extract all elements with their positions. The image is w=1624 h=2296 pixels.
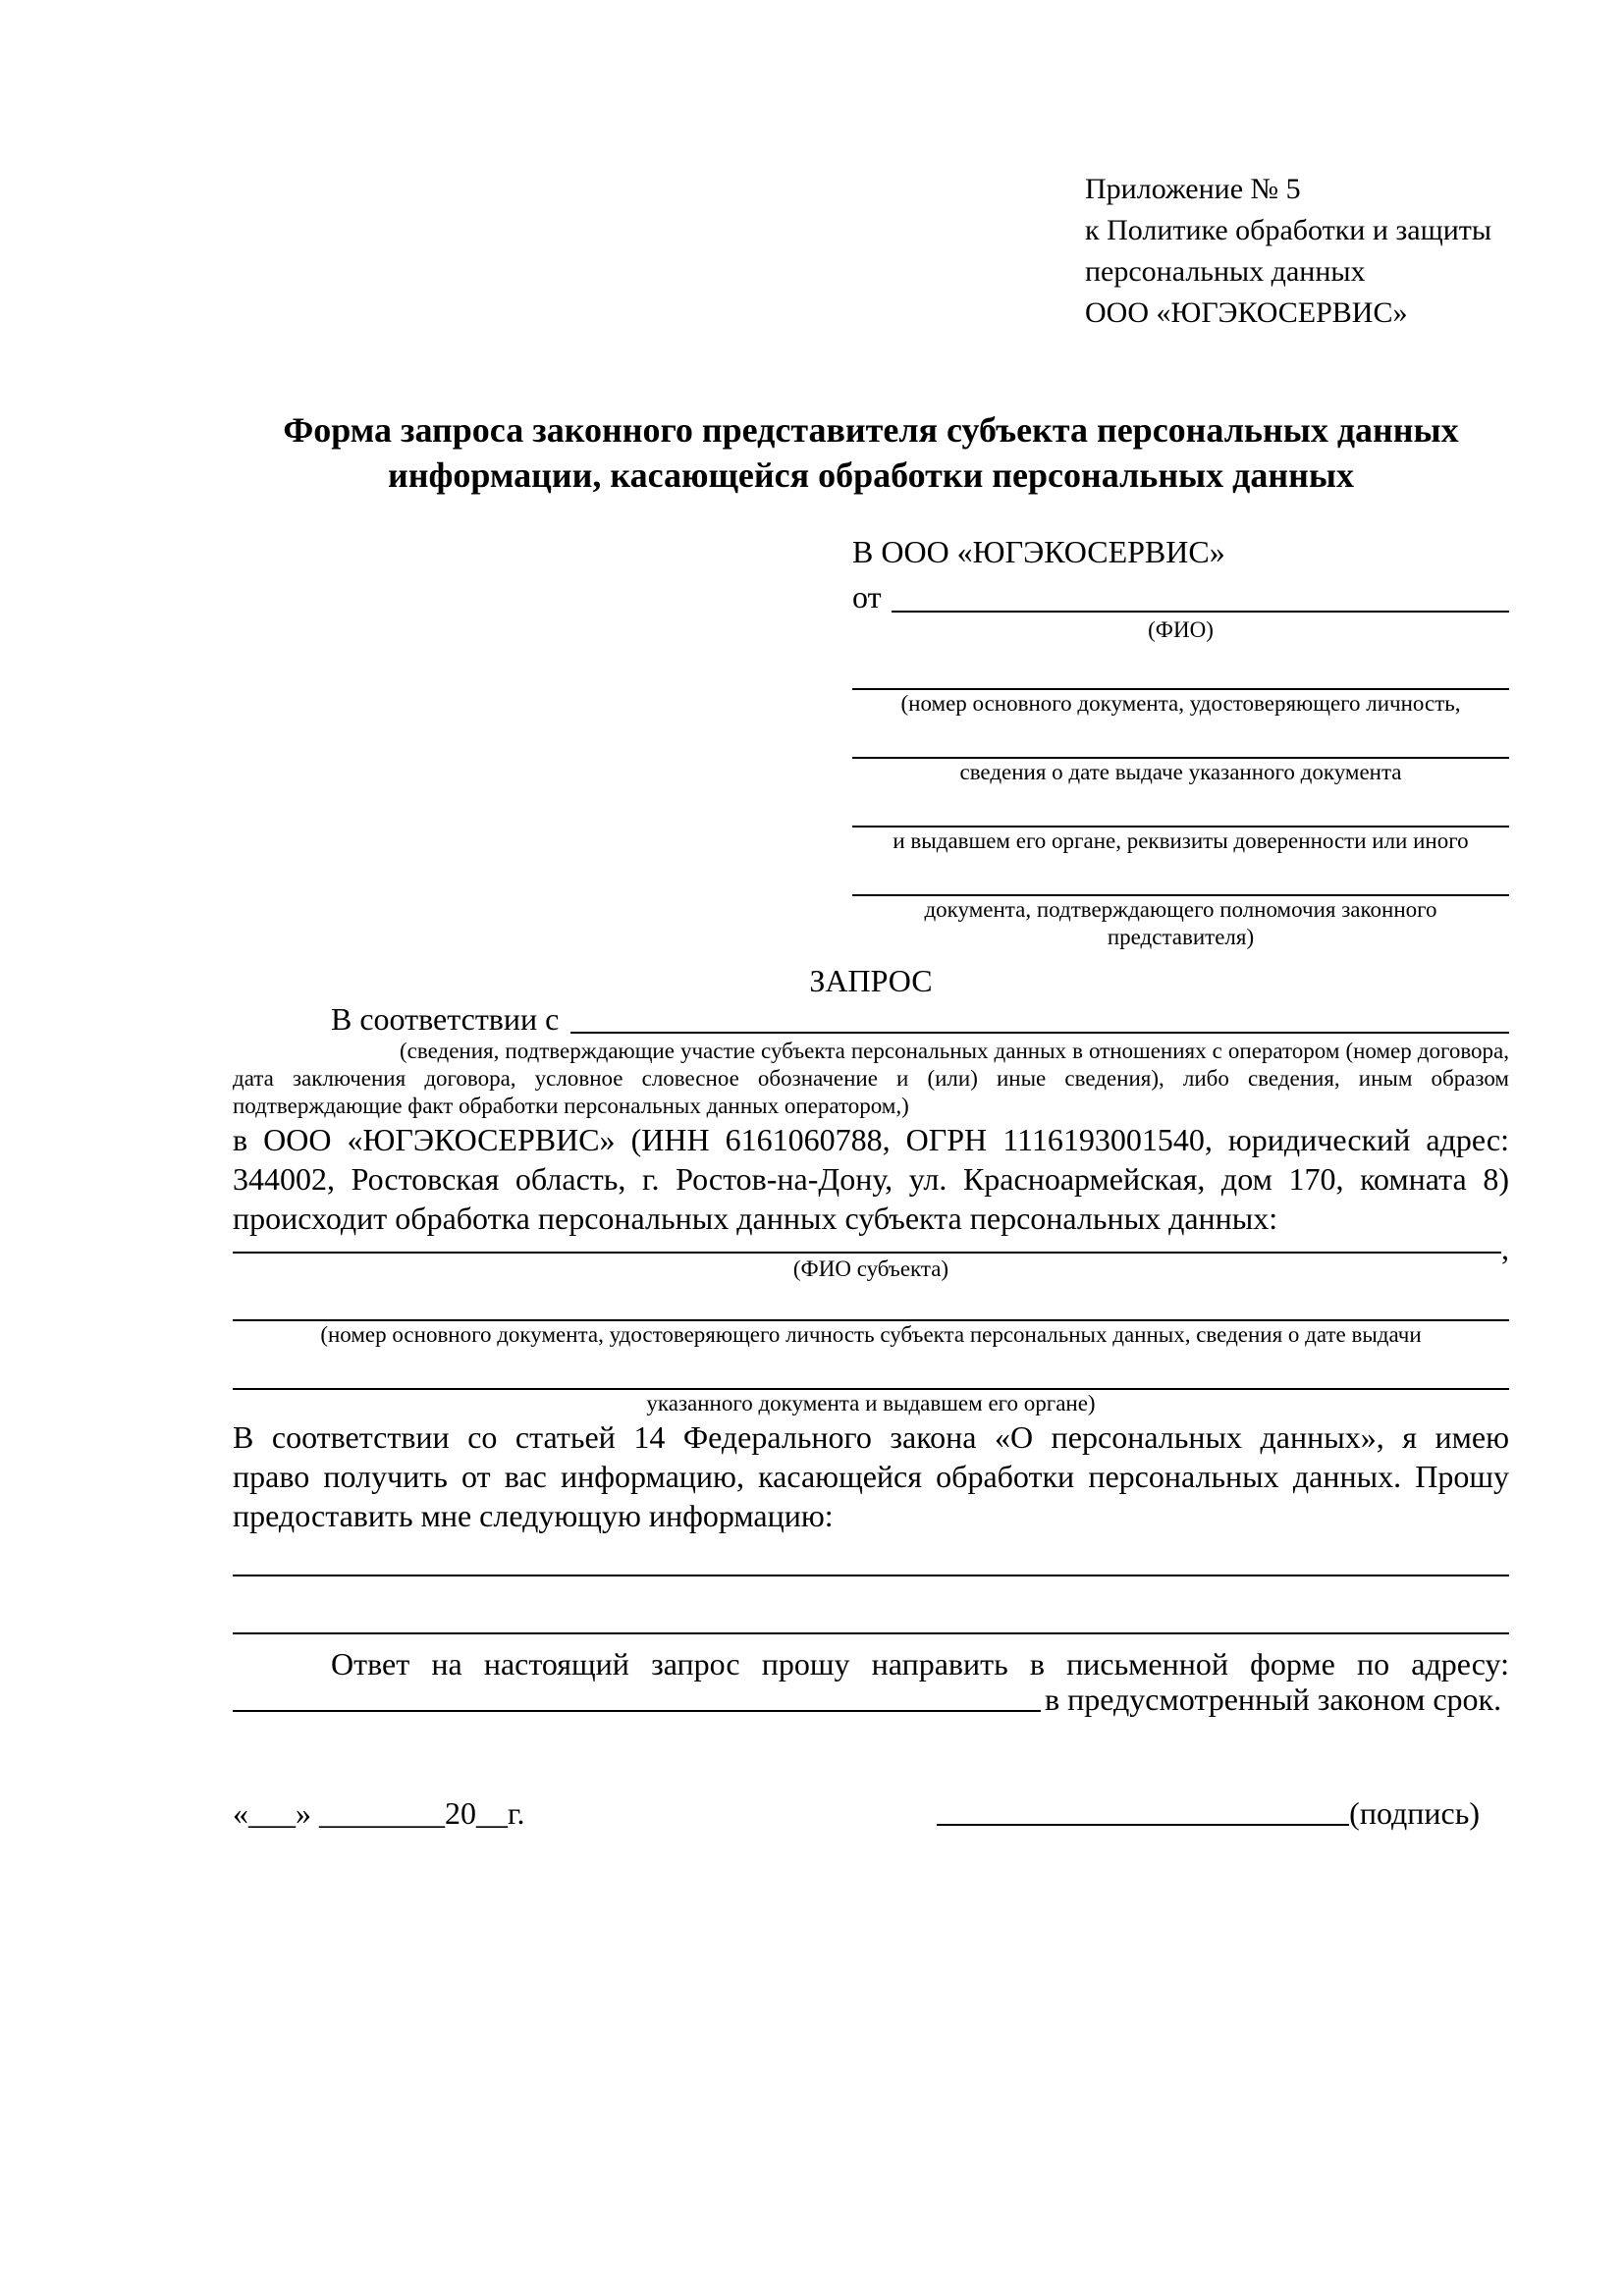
document-title: [233, 407, 1509, 498]
law-paragraph-line-3: предоставить мне следующую информацию:: [233, 1498, 834, 1533]
operator-paragraph-line-2: 344002, Ростовская область, г. Ростов-на-Дону, ул. Красноармейская, дом 170, комната 8): [233, 1161, 1509, 1197]
law-paragraph-line-1: В соответствии со статьей 14 Федерального закона «О персональных данных», я имею: [233, 1419, 1509, 1455]
issuing-authority-caption: и выдавшем его органе, реквизиты доверенности или иного: [893, 828, 1469, 853]
fio-caption: (ФИО): [1148, 617, 1214, 642]
subject-fio-comma: ,: [1501, 1231, 1509, 1266]
subject-fio-blank-line: [233, 1252, 1501, 1254]
reply-address-blank-line: [233, 1710, 1041, 1712]
document-number-blank-line: [852, 644, 1509, 690]
document-content: [233, 0, 1509, 1835]
basis-field: [233, 1000, 1509, 1038]
date-field: «___» ________20__г.: [233, 1795, 525, 1831]
signature-blank-line: [937, 1824, 1349, 1826]
document-title-line-1: Форма запроса законного представителя субъекта персональных данных: [283, 410, 1459, 450]
addressee-block: [852, 530, 1509, 951]
law-paragraph-line-2: право получить от вас информацию, касающейся обработки персональных данных. Прошу: [233, 1459, 1509, 1494]
reply-address-field: [233, 1683, 1509, 1715]
appendix-note-line-4: ООО «ЮГЭКОСЕРВИС»: [1085, 296, 1408, 329]
authority-document-caption: документа, подтверждающего полномочия законного представителя): [924, 897, 1437, 949]
reply-paragraph-line-1: Ответ на настоящий запрос прошу направить в письменной форме по адресу:: [331, 1646, 1509, 1682]
from-blank-line: [892, 611, 1509, 613]
appendix-note-line-2: к Политике обработки и защиты: [1085, 214, 1492, 246]
subject-document-caption-2: указанного документа и выдавшем его органе): [646, 1391, 1096, 1415]
signature-caption: (подпись): [1349, 1795, 1480, 1831]
from-field: [852, 573, 1509, 616]
addressee-organization: В ООО «ЮГЭКОСЕРВИС»: [852, 534, 1225, 569]
operator-paragraph-line-1: в ООО «ЮГЭКОСЕРВИС» (ИНН 6161060788, ОГРН 1116193001540, юридический адрес:: [233, 1122, 1509, 1157]
document-number-caption: (номер основного документа, удостоверяющего личность,: [900, 691, 1461, 716]
from-label: от: [852, 579, 882, 614]
operator-paragraph-line-3: происходит обработка персональных данных субъекта персональных данных:: [233, 1201, 1278, 1236]
appendix-note-line-1: Приложение № 5: [1085, 173, 1301, 205]
issue-date-blank-line: [852, 718, 1509, 759]
appendix-note-line-3: персональных данных: [1085, 255, 1366, 288]
footer-row: [233, 1791, 1509, 1835]
reply-paragraph-suffix: в предусмотренный законом срок.: [1045, 1682, 1502, 1717]
subject-document-issuer-blank-line: [233, 1349, 1509, 1390]
signature-field: [937, 1791, 1480, 1835]
issuing-authority-blank-line: [852, 786, 1509, 828]
document-title-line-2: информации, касающейся обработки персональных данных: [388, 455, 1354, 495]
request-heading: ЗАПРОС: [809, 963, 933, 998]
subject-fio-caption: (ФИО субъекта): [792, 1256, 949, 1281]
authority-document-blank-line: [852, 855, 1509, 896]
appendix-note: [1085, 169, 1509, 334]
subject-document-caption-1: (номер основного документа, удостоверяющего личность субъекта персональных данных, сведения о дате выдачи: [320, 1322, 1422, 1347]
basis-blank-line: [570, 1032, 1509, 1034]
basis-caption: (сведения, подтверждающие участие субъекта персональных данных в отношениях с оператором (номер договора, дата заключения договора, условное словесное обозначение и (или) иные сведения), либо сведения, иным образом подтверждающие факт обработки персональных данных оператором,): [233, 1039, 1509, 1118]
subject-document-blank-line: [233, 1283, 1509, 1321]
basis-label: В соответствии с: [331, 1001, 560, 1037]
issue-date-caption: сведения о дате выдаче указанного документа: [959, 760, 1402, 784]
requested-info-blank-line-2: [233, 1576, 1509, 1634]
subject-fio-field: [233, 1231, 1509, 1266]
requested-info-blank-line-1: [233, 1535, 1509, 1576]
